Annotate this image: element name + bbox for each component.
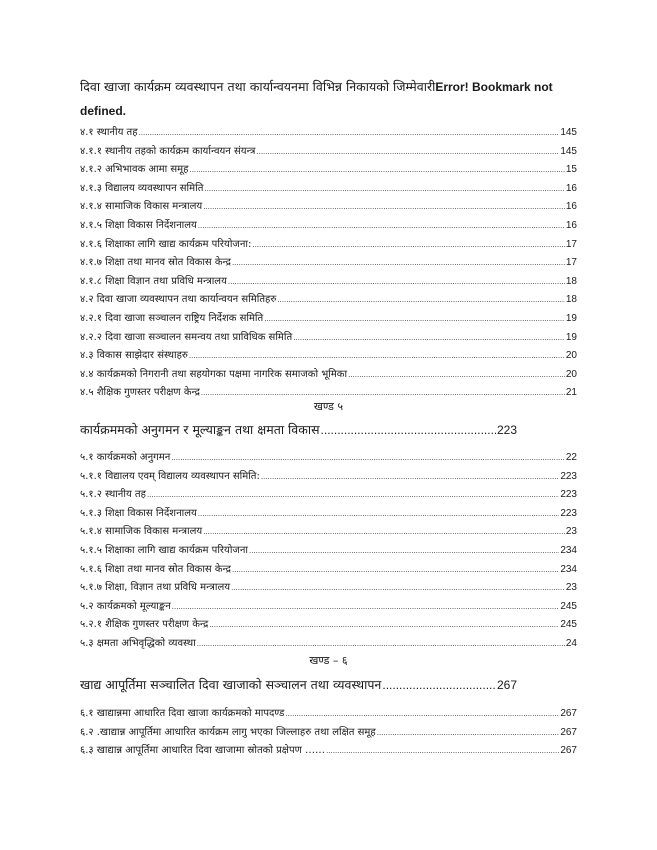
toc-entry-page: 16: [565, 201, 577, 213]
toc-entry-page: 24: [565, 637, 577, 649]
leader-dots: [203, 202, 565, 211]
leader-dots: [293, 333, 565, 342]
toc-entry-label: ४.१.३ विद्यालय व्यवस्थापन समिति: [80, 182, 204, 194]
toc-entry-label: ४.२ दिवा खाजा व्यवस्थापन तथा कार्यान्वयन समितिहरु: [80, 294, 277, 306]
leader-dots: [261, 472, 559, 481]
toc-entry-page: 18: [565, 275, 577, 287]
leader-dots: [203, 527, 565, 536]
leader-dots: [147, 490, 559, 499]
toc-entry-label: ५.१.६ शिक्षा तथा मानव स्रोत विकास केन्द्र: [80, 563, 231, 575]
chapter6-toc: [80, 705, 577, 761]
toc-entry-label: ४.१.७ शिक्षा तथा मानव स्रोत विकास केन्द्र: [80, 257, 231, 269]
toc-entry[interactable]: [80, 310, 577, 329]
toc-entry-label: ४.१ स्थानीय तह: [80, 127, 138, 138]
toc-entry-page: 16: [565, 182, 577, 194]
toc-entry-page: 234: [560, 544, 577, 556]
toc-entry-label: ५.१ कार्यक्रमको अनुगमन: [80, 452, 171, 463]
leader-dots: [228, 277, 565, 286]
section6-label: खण्ड – ६: [309, 654, 348, 667]
leader-dots: [232, 258, 565, 267]
toc-entry-page: 223: [560, 470, 577, 482]
toc-entry-page: 20: [565, 350, 577, 362]
leader-dots: [209, 620, 559, 629]
toc-entry-label: ४.१.१ स्थानीय तहको कार्यक्रम कार्यान्वयन संयन्त्र: [80, 145, 256, 157]
leader-dots: [139, 128, 560, 137]
toc-entry-label: ६.२ .खाद्यान्न आपूर्तिमा आधारित कार्यक्रम लागु भएका जिल्लाहरु तथा लक्षित समूह: [80, 726, 376, 738]
toc-entry[interactable]: [80, 449, 577, 468]
toc-entry-label: ४.२.१ दिवा खाजा सञ्चालन राष्ट्रिय निर्देशक समिति: [80, 312, 264, 324]
leader-dots: [348, 370, 565, 379]
bookmark-error-text: Error! Bookmark not defined.: [80, 80, 553, 118]
leader-dots: [172, 602, 560, 611]
leader-dots: [231, 583, 565, 592]
chapter5-heading[interactable]: [80, 421, 517, 438]
toc-entry[interactable]: [80, 124, 577, 143]
toc-entry-label: ६.१ खाद्यान्नमा आधारित दिवा खाजा कार्यक्रमको मापदण्ड: [80, 708, 285, 719]
toc-entry[interactable]: [80, 217, 577, 236]
leader-dots: [256, 147, 559, 156]
toc-entry-page: 15: [565, 164, 577, 176]
chapter5-heading-text: कार्यक्रममको अनुगमन र मूल्याङ्कन तथा क्षमता विकास: [80, 422, 320, 437]
section5-label: खण्ड ५: [313, 400, 344, 413]
toc-entry[interactable]: [80, 236, 577, 255]
toc-entry[interactable]: [80, 505, 577, 524]
chapter5-heading-page: 223: [496, 423, 517, 437]
chapter5-toc: [80, 449, 577, 654]
leader-dots: [201, 388, 565, 397]
toc-entry[interactable]: [80, 468, 577, 487]
toc-entry-label: ४.२.२ दिवा खाजा सञ्चालन समन्वय तथा प्राविधिक समिति: [80, 331, 293, 343]
toc-entry-page: 145: [560, 145, 577, 157]
toc-entry-label: ४.५ शैक्षिक गुणस्तर परीक्षण केन्द्र: [80, 387, 200, 399]
toc-entry-label: ५.१.२ स्थानीय तह: [80, 489, 146, 501]
toc-entry-page: 16: [565, 219, 577, 231]
toc-entry-label: ५.१.३ शिक्षा विकास निर्देशनालय: [80, 507, 197, 519]
toc-entry[interactable]: [80, 635, 577, 654]
toc-entry[interactable]: [80, 291, 577, 310]
leader-dots: [189, 165, 564, 174]
toc-entry[interactable]: [80, 180, 577, 199]
toc-entry-page: 234: [560, 563, 577, 575]
toc-entry[interactable]: [80, 724, 577, 743]
toc-entry[interactable]: [80, 542, 577, 561]
toc-entry-label: ४.१.२ अभिभावक आमा समूह: [80, 164, 189, 176]
chapter4-heading[interactable]: [80, 75, 580, 123]
toc-entry-page: 223: [560, 489, 577, 501]
leader-dots: [249, 546, 559, 555]
toc-entry-page: 20: [565, 368, 577, 380]
toc-entry[interactable]: [80, 347, 577, 366]
leader-dots: [197, 639, 565, 648]
toc-entry-page: 267: [560, 745, 577, 757]
toc-entry-page: 22: [565, 452, 577, 463]
toc-entry[interactable]: [80, 366, 577, 385]
toc-entry-page: 18: [565, 294, 577, 306]
toc-entry-label: ५.१.७ शिक्षा, विज्ञान तथा प्रविधि मन्त्रालय: [80, 582, 231, 594]
toc-entry[interactable]: [80, 523, 577, 542]
toc-entry[interactable]: [80, 254, 577, 273]
toc-entry[interactable]: [80, 143, 577, 162]
leader-dots: [382, 678, 496, 692]
leader-dots: [198, 221, 565, 230]
toc-entry[interactable]: [80, 273, 577, 292]
toc-entry-page: 17: [565, 238, 577, 250]
leader-dots: [264, 314, 565, 323]
chapter4-heading-text: दिवा खाजा कार्यक्रम व्यवस्थापन तथा कार्यान्वयनमा विभिन्न निकायको जिम्मेवारी: [80, 79, 436, 94]
toc-entry[interactable]: [80, 329, 577, 348]
toc-entry-label: ४.१.४ सामाजिक विकास मन्त्रालय: [80, 201, 203, 213]
toc-entry-page: 245: [560, 619, 577, 631]
leader-dots: [326, 746, 559, 755]
leader-dots: [377, 728, 560, 737]
chapter6-heading-text: खाद्य आपूर्तिमा सञ्चालित दिवा खाजाको सञ्चालन तथा व्यवस्थापन: [80, 677, 382, 692]
toc-entry-page: 145: [560, 127, 577, 138]
toc-entry[interactable]: [80, 742, 577, 761]
toc-entry-label: ४.१.८ शिक्षा विज्ञान तथा प्रविधि मन्त्रालय: [80, 275, 227, 287]
toc-entry-page: 267: [560, 726, 577, 738]
toc-entry[interactable]: [80, 616, 577, 635]
toc-entry-page: 19: [565, 331, 577, 343]
toc-entry[interactable]: [80, 598, 577, 617]
leader-dots: [189, 351, 565, 360]
toc-entry-page: 19: [565, 312, 577, 324]
toc-entry-label: ४.३ विकास साझेदार संस्थाहरु: [80, 350, 188, 362]
chapter4-toc: [80, 124, 577, 403]
toc-entry-label: ५.२.१ शैक्षिक गुणस्तर परीक्षण केन्द्र: [80, 619, 209, 631]
toc-entry-page: 223: [560, 507, 577, 519]
toc-entry-page: 267: [560, 708, 577, 719]
toc-entry-label: ४.१.६ शिक्षाका लागि खाद्य कार्यक्रम परियोजना:: [80, 238, 252, 250]
toc-entry-page: 23: [565, 582, 577, 594]
toc-entry-page: 23: [565, 526, 577, 538]
toc-entry-label: ४.४ कार्यक्रमको निगरानी तथा सहयोगका पक्षमा नागरिक समाजको भूमिका: [80, 368, 348, 380]
leader-dots: [252, 240, 565, 249]
toc-entry[interactable]: [80, 161, 577, 180]
leader-dots: [171, 453, 565, 462]
toc-entry-label: ५.२ कार्यक्रमको मूल्याङ्कन: [80, 600, 171, 612]
toc-entry-label: ५.१.४ सामाजिक विकास मन्त्रालय: [80, 526, 203, 538]
toc-entry-label: ४.१.५ शिक्षा विकास निर्देशनालय: [80, 219, 197, 231]
toc-entry-label: ६.३ खाद्यान्न आपूर्तिमा आधारित दिवा खाजामा स्रोतको प्रक्षेपण ……: [80, 745, 326, 757]
toc-entry-page: 17: [565, 257, 577, 269]
toc-entry[interactable]: [80, 198, 577, 217]
leader-dots: [204, 184, 564, 193]
toc-entry-label: ५.१.१ विद्यालय एवम् विद्यालय व्यवस्थापन समिति:: [80, 470, 260, 482]
leader-dots: [198, 509, 560, 518]
leader-dots: [277, 295, 565, 304]
toc-entry-page: 245: [560, 600, 577, 612]
leader-dots: [285, 709, 559, 718]
chapter6-heading-page: 267: [496, 678, 517, 692]
toc-entry-label: ५.१.५ शिक्षाका लागि खाद्य कार्यक्रम परियोजना: [80, 544, 248, 556]
toc-entry[interactable]: [80, 486, 577, 505]
chapter6-heading[interactable]: [80, 676, 517, 693]
toc-entry-page: 21: [565, 387, 577, 399]
leader-dots: [232, 565, 559, 574]
toc-entry-label: ५.३ क्षमता अभिवृद्धिको व्यवस्था: [80, 637, 196, 649]
leader-dots: [321, 423, 496, 437]
toc-entry[interactable]: [80, 705, 577, 724]
toc-entry[interactable]: [80, 579, 577, 598]
toc-entry[interactable]: [80, 561, 577, 580]
